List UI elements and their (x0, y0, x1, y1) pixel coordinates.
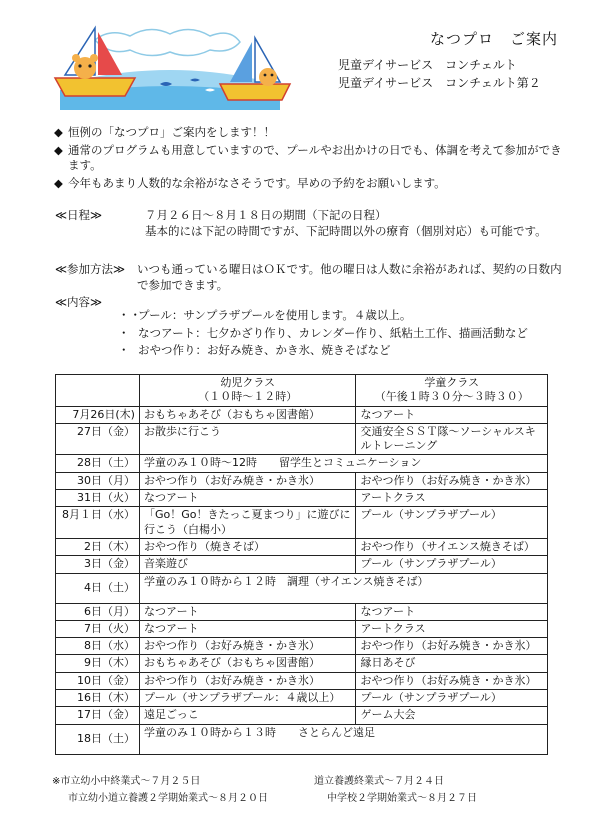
row-school-activity: 縁日あそび (356, 655, 548, 672)
table-header-row (56, 375, 548, 407)
row-school-activity: 交通安全ＳＳＴ隊～ソーシャルスキルトレーニング (356, 423, 548, 455)
row-school-activity: なつアート (356, 406, 548, 423)
intro-item: ◆ 今年もあまり人数的な余裕がなさそうです。早めの予約をお願いします。 (54, 175, 446, 190)
row-school-activity: アートクラス (356, 490, 548, 507)
row-young-activity: おもちゃあそび（おもちゃ図書館） (139, 406, 355, 423)
table-row (56, 724, 548, 754)
table-row (56, 672, 548, 689)
content-label: ≪内容≫ (55, 295, 103, 309)
row-combined-activity: 学童のみ１０時～12時 留学生とコミュニケーション (139, 455, 547, 472)
table-row (56, 638, 548, 655)
table-row (56, 573, 548, 603)
diamond-bullet-icon: ◆ (54, 175, 63, 190)
row-young-activity: おやつ作り（お好み焼き・かき氷） (139, 672, 355, 689)
row-young-activity: おやつ作り（お好み焼き・かき氷） (139, 472, 355, 489)
row-school-activity: おやつ作り（お好み焼き・かき氷） (356, 672, 548, 689)
row-young-activity: 音楽遊び (139, 556, 355, 573)
schedule-period: ７月２６日～８月１８日の期間（下記の日程） (145, 208, 387, 222)
header-school-class: 学童クラス （午後１時３０分～３時３０） (356, 375, 548, 407)
row-young-activity: プール（サンプラザプール：４歳以上） (139, 690, 355, 707)
row-date: 31日（火） (56, 490, 140, 507)
table-row (56, 455, 548, 472)
row-young-activity: 「Go！Go！きたっこ夏まつり」に遊びに行こう（白楊小） (139, 507, 355, 539)
summer-boats-illustration (40, 20, 300, 120)
row-date: 27日（金） (56, 423, 140, 455)
row-young-activity: おやつ作り（お好み焼き・かき氷） (139, 638, 355, 655)
schedule-section (55, 208, 565, 239)
row-school-activity: おやつ作り（お好み焼き・かき氷） (356, 638, 548, 655)
schedule-note: 基本的には下記の時間ですが、下記時間以外の療育（個別対応）も可能です。 (145, 223, 547, 238)
diamond-bullet-icon: ◆ (54, 142, 63, 157)
table-row (56, 472, 548, 489)
diamond-bullet-icon: ◆ (54, 125, 63, 139)
intro-item: ◆ 恒例の「なつプロ」ご案内をします！！ (54, 125, 275, 139)
row-date: 3日（金） (56, 556, 140, 573)
schedule-table (55, 374, 548, 755)
table-row (56, 538, 548, 555)
row-date: 9日（木） (56, 655, 140, 672)
row-date: 2日（木） (56, 538, 140, 555)
row-school-activity: おやつ作り（お好み焼き・かき氷） (356, 472, 548, 489)
footnote: 市立幼小道立養護２学期始業式～８月２０日 (68, 793, 268, 804)
row-school-activity: ゲーム大会 (356, 707, 548, 724)
table-row (56, 490, 548, 507)
method-text: いつも通っている曜日はＯＫです。他の曜日は人数に余裕があれば、契約の日数内で参加できます。 (137, 262, 562, 292)
row-school-activity: プール（サンプラザプール） (356, 690, 548, 707)
row-date: 8月１日（水） (56, 507, 140, 539)
organization-name-2: 児童デイサービス コンチェルト第２ (338, 76, 541, 90)
table-row (56, 406, 548, 423)
row-date: 10日（金） (56, 672, 140, 689)
row-young-activity: おやつ作り（焼きそば） (139, 538, 355, 555)
content-item: ・ おやつ作り：お好み焼き、かき氷、焼きそばなど (118, 343, 391, 358)
table-row (56, 655, 548, 672)
row-young-activity: 遠足ごっこ (139, 707, 355, 724)
row-young-activity: おもちゃあそび（おもちゃ図書館） (139, 655, 355, 672)
row-date: 4日（土） (56, 573, 140, 603)
footnote: ※市立幼小中終業式～７月２５日 (52, 776, 201, 787)
content-item: ・・ プール：サンプラザプールを使用します。４歳以上。 (118, 308, 412, 322)
page-title: なつプロ ご案内 (430, 30, 559, 48)
footnote: 中学校２学期始業式～８月２７日 (327, 793, 477, 804)
table-row (56, 690, 548, 707)
intro-list (54, 125, 564, 193)
row-young-activity: お散歩に行こう (139, 423, 355, 455)
organization-name-1: 児童デイサービス コンチェルト (338, 58, 517, 72)
footnote: 道立養護終業式～７月２４日 (314, 776, 444, 787)
header-young-class: 幼児クラス （１０時～１２時） (139, 375, 355, 407)
footnotes (52, 775, 572, 809)
row-young-activity: なつアート (139, 490, 355, 507)
row-school-activity: プール（サンプラザプール） (356, 507, 548, 539)
intro-item: ◆ 通常のプログラムも用意していますので、プールやお出かけの日でも、体調を考えて参加ができます。 (54, 142, 562, 173)
row-school-activity: アートクラス (356, 620, 548, 637)
method-label: ≪参加方法≫ (55, 262, 126, 276)
row-date: 7月26日(木) (56, 406, 140, 423)
table-row (56, 620, 548, 637)
row-school-activity: なつアート (356, 603, 548, 620)
row-date: 28日（土） (56, 455, 140, 472)
row-date: 7日（火） (56, 620, 140, 637)
row-date: 16日（木） (56, 690, 140, 707)
row-date: 8日（水） (56, 638, 140, 655)
table-row (56, 603, 548, 620)
row-date: 17日（金） (56, 707, 140, 724)
row-combined-activity: 学童のみ１０時から１３時 さとらんど遠足 (139, 724, 547, 754)
header-date (56, 375, 140, 407)
schedule-label: ≪日程≫ (55, 208, 103, 222)
row-combined-activity: 学童のみ１０時から１２時 調理（サイエンス焼きそば） (139, 573, 547, 603)
content-item: ・ なつアート：七夕かざり作り、カレンダー作り、紙粘土工作、描画活動など (118, 325, 528, 340)
row-school-activity: プール（サンプラザプール） (356, 556, 548, 573)
table-row (56, 707, 548, 724)
row-date: 30日（月） (56, 472, 140, 489)
table-row (56, 556, 548, 573)
row-school-activity: おやつ作り（サイエンス焼きそば） (356, 538, 548, 555)
method-section (55, 262, 565, 293)
content-list (118, 308, 528, 361)
row-young-activity: なつアート (139, 603, 355, 620)
table-row (56, 507, 548, 539)
table-row (56, 423, 548, 455)
row-date: 18日（土） (56, 724, 140, 754)
row-young-activity: なつアート (139, 620, 355, 637)
row-date: 6日（月） (56, 603, 140, 620)
